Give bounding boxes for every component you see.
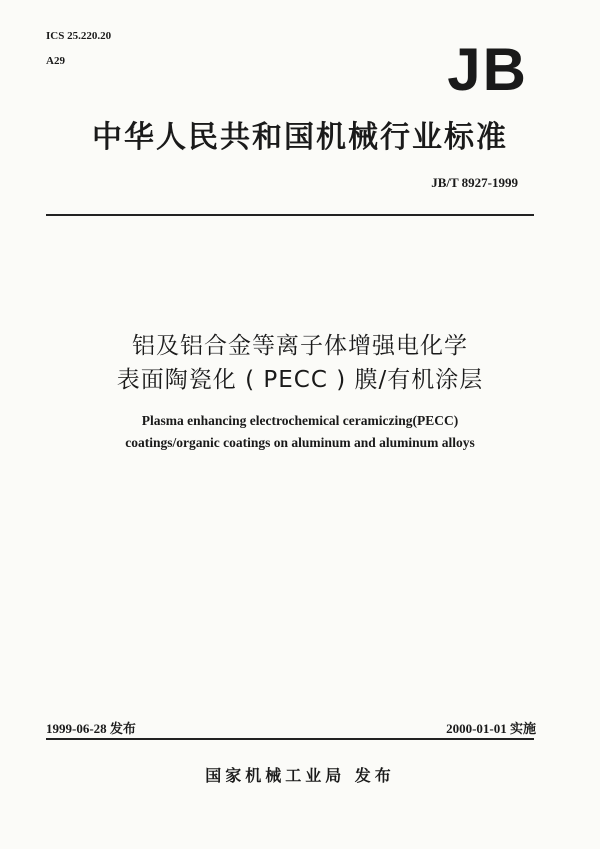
english-title-line1: Plasma enhancing electrochemical ceramiczing(PECC)	[141, 413, 459, 428]
issue-date: 1999-06-28 发布	[46, 721, 136, 736]
implementation-date: 2000-01-01 实施	[446, 721, 536, 736]
standard-category-title: 中华人民共和国机械行业标准	[92, 120, 508, 155]
chinese-title-line2: 表面陶瓷化 ( PECC ) 膜/有机涂层	[116, 367, 484, 393]
ics-code: ICS 25.220.20	[46, 30, 112, 42]
bottom-divider	[46, 738, 534, 740]
standard-number: JB/T 8927-1999	[431, 175, 518, 190]
publisher: 国家机械工业局 发布	[205, 766, 395, 785]
english-title-line2: coatings/organic coatings on aluminum and aluminum alloys	[125, 435, 475, 450]
top-divider	[46, 214, 534, 216]
chinese-title-line1: 铝及铝合金等离子体增强电化学	[132, 333, 468, 359]
classification-code: A29	[46, 55, 65, 67]
jb-logo: JB	[447, 36, 528, 103]
